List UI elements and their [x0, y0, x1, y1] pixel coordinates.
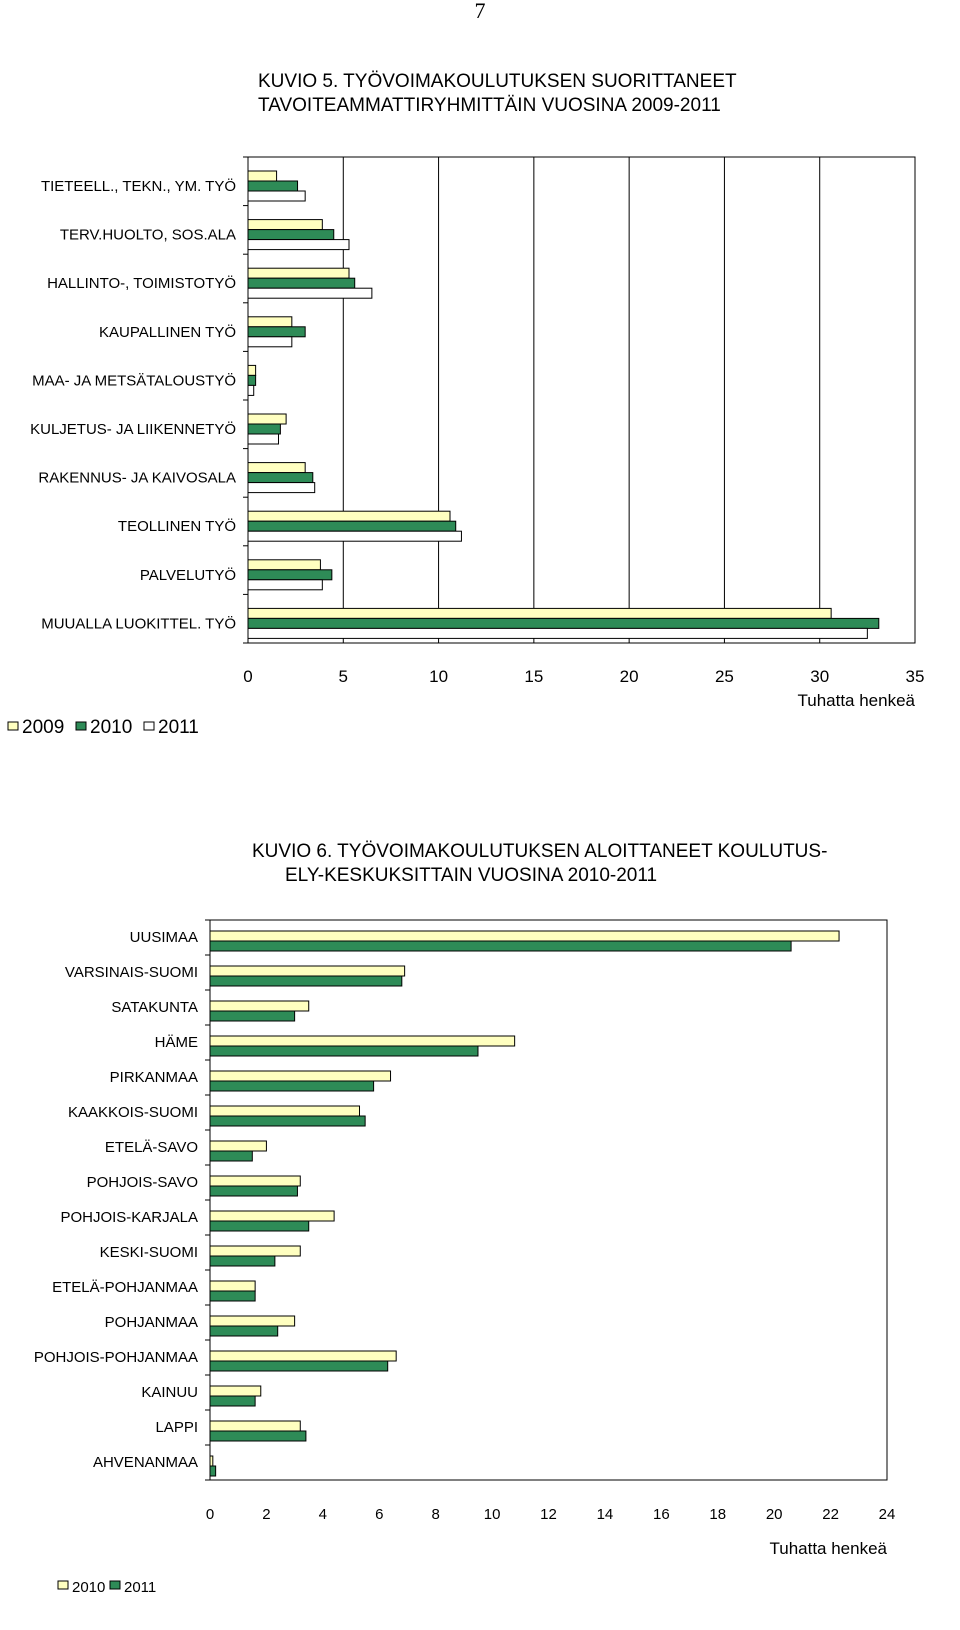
- x-axis-label: Tuhatta henkeä: [797, 691, 915, 710]
- x-tick-label: 2: [262, 1506, 271, 1523]
- category-label: MAA- JA METSÄTALOUSTYÖ: [32, 372, 236, 390]
- plot-area: [248, 157, 915, 643]
- bar-2011: [248, 483, 315, 493]
- bar-2010: [210, 1281, 255, 1291]
- category-label: HALLINTO-, TOIMISTOTYÖ: [47, 275, 236, 293]
- bar-2011: [248, 337, 292, 347]
- category-label: RAKENNUS- JA KAIVOSALA: [38, 469, 236, 487]
- x-tick-label: 14: [596, 1506, 614, 1523]
- bar-2009: [248, 414, 286, 424]
- x-tick-label: 15: [524, 667, 544, 686]
- bar-2010: [210, 1351, 396, 1361]
- x-tick-label: 4: [318, 1506, 328, 1523]
- bar-2010: [210, 1141, 266, 1151]
- bar-2011: [210, 1011, 295, 1021]
- bar-2011: [210, 1326, 278, 1336]
- chart2-title-line: ELY-KESKUKSITTAIN VUOSINA 2010-2011: [285, 865, 658, 886]
- bar-2011: [210, 1466, 216, 1476]
- legend-label-2011: 2011: [124, 1579, 157, 1596]
- category-label: KAUPALLINEN TYÖ: [99, 323, 236, 341]
- x-tick-label: 8: [431, 1506, 440, 1523]
- x-tick-label: 16: [652, 1506, 670, 1523]
- chart1-svg: [0, 150, 960, 770]
- bar-2009: [248, 365, 256, 375]
- bar-2010: [210, 1211, 334, 1221]
- chart1-title-line: KUVIO 5. TYÖVOIMAKOULUTUKSEN SUORITTANEET: [258, 71, 737, 92]
- category-label: KAINUU: [141, 1384, 198, 1401]
- bar-2009: [248, 220, 322, 230]
- bar-2011: [210, 1291, 255, 1301]
- bar-2011: [210, 941, 791, 951]
- category-label: POHJOIS-KARJALA: [60, 1209, 198, 1226]
- bar-2010: [210, 1071, 391, 1081]
- bar-2011: [210, 1221, 309, 1231]
- x-tick-label: 20: [765, 1506, 783, 1523]
- bar-2010: [210, 1176, 300, 1186]
- legend-label-2011: 2011: [158, 717, 199, 738]
- bar-2011: [248, 240, 349, 250]
- category-label: POHJANMAA: [104, 1314, 198, 1331]
- bar-2010: [210, 1106, 360, 1116]
- bar-2009: [248, 463, 305, 473]
- legend-label-2009: 2009: [22, 717, 65, 738]
- category-label: PIRKANMAA: [109, 1069, 198, 1086]
- category-label: MUUALLA LUOKITTEL. TYÖ: [41, 615, 236, 633]
- legend-label-2010: 2010: [72, 1579, 106, 1596]
- bar-2010: [248, 230, 334, 240]
- category-label: TIETEELL., TEKN., YM. TYÖ: [40, 178, 236, 195]
- bar-2011: [210, 1151, 252, 1161]
- chart2-title-line: KUVIO 6. TYÖVOIMAKOULUTUKSEN ALOITTANEET KOULUTUS-: [252, 841, 828, 862]
- legend-label-2010: 2010: [90, 717, 133, 738]
- category-label: AHVENANMAA: [92, 1454, 198, 1471]
- category-label: UUSIMAA: [129, 929, 198, 946]
- bar-2011: [248, 288, 372, 298]
- bar-2009: [248, 560, 320, 570]
- x-tick-label: 6: [375, 1506, 384, 1523]
- bar-2011: [248, 531, 461, 541]
- bar-2011: [210, 1256, 275, 1266]
- chart1-title: [258, 70, 737, 118]
- category-label: TERV.HUOLTO, SOS.ALA: [59, 226, 236, 244]
- bar-2011: [210, 976, 402, 986]
- bar-2010: [248, 618, 879, 628]
- legend-swatch-2009: [8, 722, 18, 730]
- bar-2011: [210, 1396, 255, 1406]
- x-tick-label: 25: [714, 667, 734, 686]
- x-tick-label: 24: [878, 1506, 896, 1523]
- bar-2011: [210, 1361, 388, 1371]
- bar-2010: [210, 1386, 261, 1396]
- x-tick-label: 0: [205, 1506, 215, 1523]
- x-tick-label: 10: [429, 667, 449, 686]
- bar-2010: [248, 181, 298, 191]
- bar-2011: [248, 434, 278, 444]
- x-tick-label: 22: [822, 1506, 839, 1523]
- bar-2010: [210, 1246, 300, 1256]
- page-number: 7: [474, 0, 486, 23]
- category-label: PALVELUTYÖ: [139, 566, 236, 584]
- bar-2011: [210, 1186, 297, 1196]
- bar-2010: [248, 521, 456, 531]
- bar-2009: [248, 317, 292, 327]
- bar-2010: [210, 1421, 300, 1431]
- legend-swatch-2010: [58, 1581, 68, 1589]
- category-label: KAAKKOIS-SUOMI: [67, 1104, 198, 1121]
- legend-swatch-2011: [144, 722, 154, 730]
- bar-2010: [248, 570, 332, 580]
- bar-2010: [210, 931, 839, 941]
- x-tick-label: 5: [338, 667, 349, 686]
- legend-swatch-2010: [76, 722, 86, 730]
- bar-2010: [248, 278, 355, 288]
- x-tick-label: 20: [619, 667, 639, 686]
- chart2-title: [252, 840, 827, 888]
- x-tick-label: 18: [709, 1506, 727, 1523]
- chart2-svg: [0, 929, 960, 1630]
- bar-2010: [210, 1456, 213, 1466]
- bar-2011: [210, 1431, 306, 1441]
- x-tick-label: 30: [810, 667, 830, 686]
- bar-2010: [210, 966, 405, 976]
- category-label: POHJOIS-POHJANMAA: [33, 1349, 198, 1366]
- bar-2009: [248, 511, 450, 521]
- category-label: POHJOIS-SAVO: [86, 1174, 198, 1191]
- x-tick-label: 10: [483, 1506, 501, 1523]
- bar-2009: [248, 171, 277, 181]
- category-label: VARSINAIS-SUOMI: [64, 964, 198, 981]
- bar-2011: [248, 191, 305, 201]
- bar-2011: [248, 580, 322, 590]
- category-label: ETELÄ-SAVO: [104, 1139, 198, 1156]
- legend-swatch-2011: [110, 1581, 120, 1589]
- bar-2010: [210, 1001, 309, 1011]
- bar-2010: [210, 1036, 515, 1046]
- category-label: ETELÄ-POHJANMAA: [52, 1279, 198, 1296]
- bar-2009: [248, 608, 831, 618]
- bar-2010: [248, 375, 256, 385]
- plot-area: [210, 920, 887, 1480]
- bar-2011: [210, 1081, 374, 1091]
- category-label: HÄME: [154, 1034, 198, 1051]
- bar-2009: [248, 268, 349, 278]
- category-label: KESKI-SUOMI: [99, 1244, 198, 1261]
- category-label: KULJETUS- JA LIIKENNETYÖ: [30, 421, 236, 438]
- bar-2011: [210, 1116, 365, 1126]
- bar-2010: [210, 1316, 295, 1326]
- bar-2010: [248, 424, 280, 434]
- category-label: TEOLLINEN TYÖ: [117, 518, 236, 536]
- bar-2011: [210, 1046, 478, 1056]
- bar-2010: [248, 327, 305, 337]
- x-tick-label: 0: [243, 667, 253, 686]
- bar-2011: [248, 628, 867, 638]
- bar-2010: [248, 473, 313, 483]
- x-tick-label: 35: [905, 667, 925, 686]
- category-label: LAPPI: [155, 1419, 198, 1436]
- x-axis-label: Tuhatta henkeä: [769, 1539, 887, 1558]
- bar-2011: [248, 385, 254, 395]
- chart1-title-line: TAVOITEAMMATTIRYHMITTÄIN VUOSINA 2009-2011: [258, 95, 721, 116]
- x-tick-label: 12: [540, 1506, 557, 1523]
- category-label: SATAKUNTA: [111, 999, 198, 1016]
